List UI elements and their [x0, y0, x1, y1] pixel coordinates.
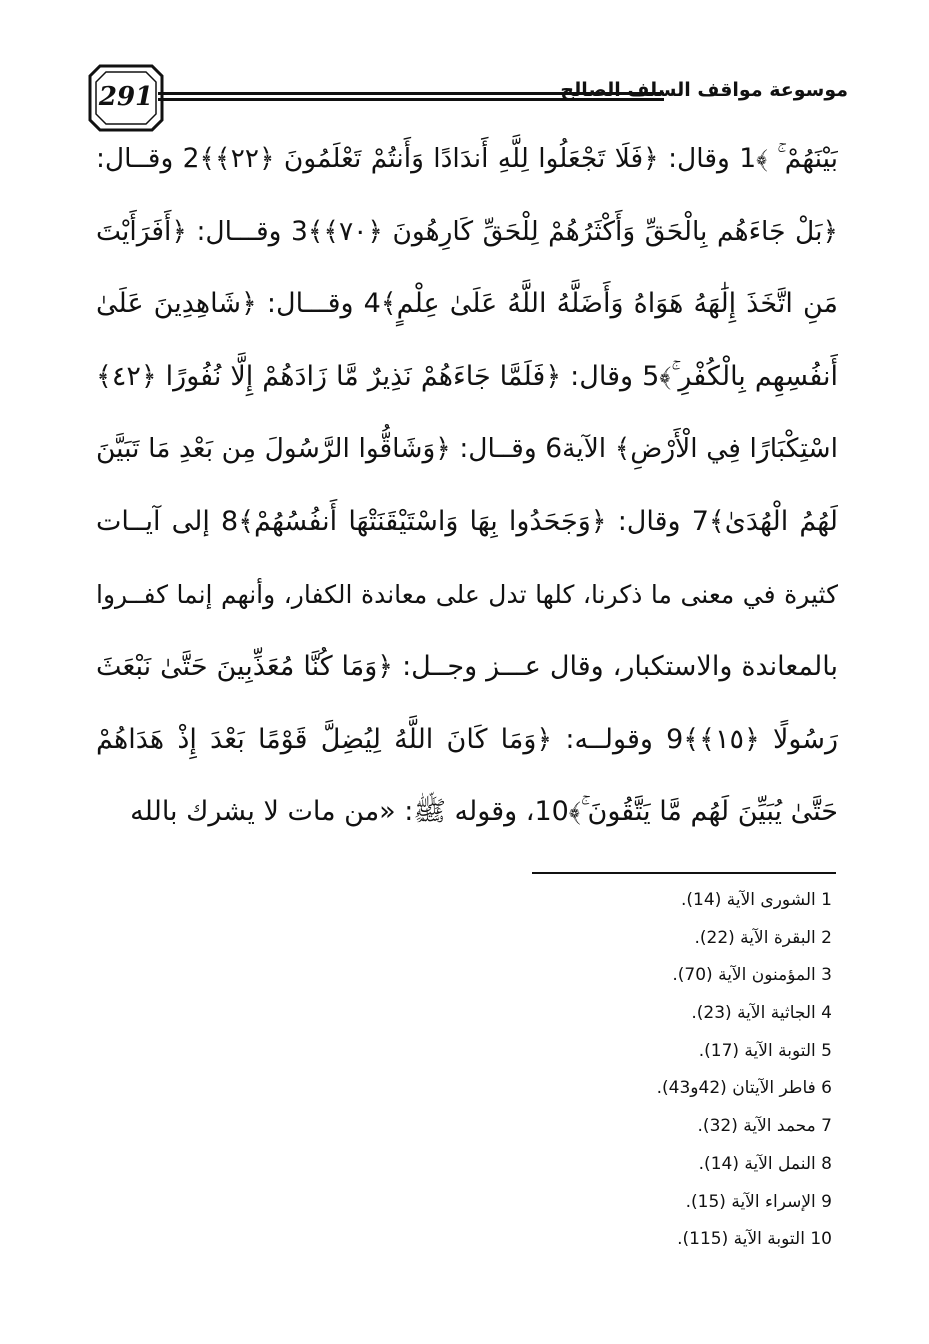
text-line: رَسُولًا ﴿١٥﴾﴾9 وقولــه: ﴿وَمَا كَانَ اللَّهُ لِيُضِلَّ قَوْمًا بَعْدَ إِذْ هَدَاهُمْ [96, 723, 838, 755]
footnote-separator [532, 872, 836, 874]
text-line: كثيرة في معنى ما ذكرنا، كلها تدل على معاندة الكفار، وأنهم إنما كفــروا [96, 579, 838, 609]
text-line: ﴿بَلْ جَاءَهُم بِالْحَقِّ وَأَكْثَرُهُمْ لِلْحَقِّ كَارِهُونَ ﴿٧٠﴾﴾3 وقـــال: ﴿أَفَرَأَيْتَ [96, 215, 838, 247]
text-line: بالمعاندة والاستكبار، وقال عـــز وجــل: ﴿وَمَا كُنَّا مُعَذِّبِينَ حَتَّىٰ نَبْعَثَ [96, 651, 838, 683]
footnote-item: 10 التوبة الآية (115). [677, 1229, 832, 1250]
text-line: اسْتِكْبَارًا فِي الْأَرْضِ﴾ الآية6 وقــال: ﴿وَشَاقُّوا الرَّسُولَ مِن بَعْدِ مَا تَبَيَّنَ [96, 433, 838, 465]
footnote-item: 4 الجاثية الآية (23). [691, 1003, 832, 1024]
footnote-item: 1 الشورى الآية (14). [681, 890, 832, 910]
footnote-item: 5 التوبة الآية (17). [698, 1040, 832, 1061]
page-header [88, 58, 848, 138]
text-line: بَيْنَهُمْ ۚ ﴾1 وقال: ﴿فَلَا تَجْعَلُوا لِلَّهِ أَندَادًا وَأَنتُمْ تَعْلَمُونَ ﴿٢٢﴾﴾2 وقــال: [96, 143, 838, 174]
footnotes [420, 884, 832, 1261]
book-title: موسوعة مواقف السلف الصالح [560, 79, 848, 101]
footnote-item: 8 النمل الآية (14). [698, 1153, 832, 1174]
text-line: مَنِ اتَّخَذَ إِلَٰهَهُ هَوَاهُ وَأَضَلَّهُ اللَّهُ عَلَىٰ عِلْمٍ﴾4 وقـــال: ﴿شَاهِدِينَ عَلَىٰ [96, 288, 838, 320]
footnote-item: 6 فاطر الآيتان (42و43). [656, 1078, 832, 1099]
footnote-item: 9 الإسراء الآية (15). [685, 1191, 832, 1212]
text-line: أَنفُسِهِم بِالْكُفْرِ ۚ﴾5 وقال: ﴿فَلَمَّا جَاءَهُمْ نَذِيرٌ مَّا زَادَهُمْ إِلَّا نُفُورًا ﴿٤٢﴾ [96, 360, 838, 392]
footnote-item: 3 المؤمنون الآية (70). [672, 965, 832, 986]
main-text [96, 132, 838, 858]
footnote-item: 2 البقرة الآية (22). [694, 927, 832, 948]
page-number-badge [88, 64, 164, 132]
footnote-item: 7 محمد الآية (32). [697, 1116, 832, 1137]
text-line: حَتَّىٰ يُبَيِّنَ لَهُم مَّا يَتَّقُونَ ۚ﴾10، وقوله ﷺ: «من مات لا يشرك بالله [130, 796, 838, 828]
page-number: 291 [98, 82, 154, 112]
text-line: لَهُمُ الْهُدَىٰ﴾7 وقال: ﴿وَجَحَدُوا بِهَا وَاسْتَيْقَنَتْهَا أَنفُسُهُمْ﴾8 إلى آيــات [96, 505, 838, 537]
